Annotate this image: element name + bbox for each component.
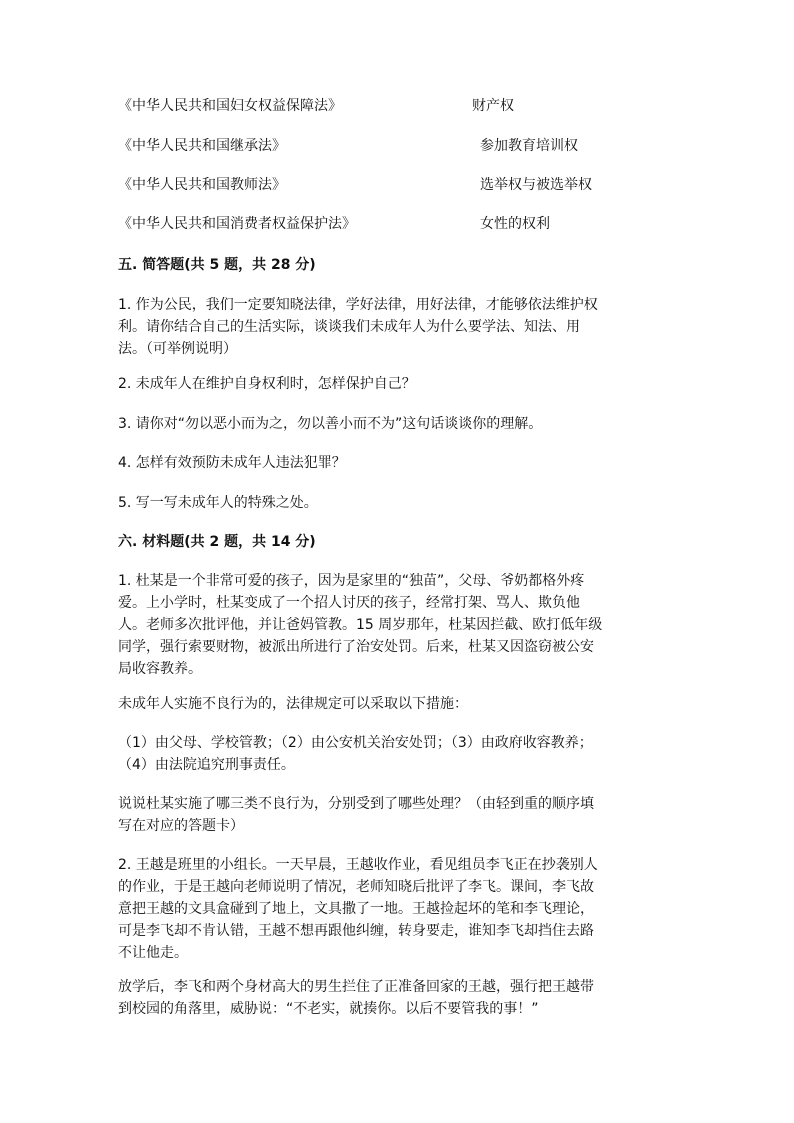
matching-row xyxy=(118,96,678,116)
right-item: 选举权与被选举权 xyxy=(480,177,592,193)
text-line: 局收容教养。 xyxy=(118,661,202,677)
law-name: 《中华人民共和国妇女权益保障法》 xyxy=(118,98,342,114)
text-line: 说说杜某实施了哪三类不良行为，分别受到了哪些处理？（由轻到重的顺序填 xyxy=(118,796,594,812)
right-item: 参加教育培训权 xyxy=(480,138,578,154)
right-item: 财产权 xyxy=(472,98,514,114)
text-line: 人。老师多次批评他，并让爸妈管教。15 周岁那年，杜某因拦截、欧打低年级 xyxy=(118,617,603,633)
section-heading-5: 五. 简答题(共 5 题，共 28 分) xyxy=(118,257,316,273)
question-1 xyxy=(118,294,678,360)
material-2 xyxy=(118,854,678,964)
law-name: 《中华人民共和国教师法》 xyxy=(118,177,286,193)
question-2 xyxy=(118,373,678,395)
matching-row xyxy=(118,214,678,234)
material-1-intro xyxy=(118,693,678,715)
text-line: 放学后，李飞和两个身材高大的男生拦住了正准备回家的王越，强行把王越带 xyxy=(118,979,594,995)
text-line: 意把王越的文具盒碰到了地上，文具撒了一地。王越捡起坏的笔和李飞理论， xyxy=(118,901,594,917)
law-name: 《中华人民共和国继承法》 xyxy=(118,138,286,154)
question-4 xyxy=(118,452,678,474)
text-line: 1. 作为公民，我们一定要知晓法律，学好法律，用好法律，才能够依法维护权 xyxy=(118,297,598,313)
text-line: 到校园的角落里，威胁说：“不老实，就揍你。以后不要管我的事！” xyxy=(118,1001,539,1017)
section-heading-6: 六. 材料题(共 2 题，共 14 分) xyxy=(118,534,316,550)
question-5 xyxy=(118,492,678,514)
text-line: 5. 写一写未成年人的特殊之处。 xyxy=(118,495,318,511)
material-2-continued xyxy=(118,976,678,1020)
text-line: 的作业，于是王越向老师说明了情况，老师知晓后批评了李飞。课间，李飞故 xyxy=(118,879,594,895)
text-line: 4. 怎样有效预防未成年人违法犯罪？ xyxy=(118,455,346,471)
question-3 xyxy=(118,413,678,435)
text-line: 写在对应的答题卡） xyxy=(118,818,244,834)
text-line: （1）由父母、学校管教；（2）由公安机关治安处罚；（3）由政府收容教养； xyxy=(118,735,593,751)
text-line: 同学，强行索要财物，被派出所进行了治安处罚。后来，杜某又因盗窃被公安 xyxy=(118,639,594,655)
matching-row xyxy=(118,175,678,195)
text-line: 3. 请你对“勿以恶小而为之，勿以善小而不为”这句话谈谈你的理解。 xyxy=(118,416,543,432)
matching-row xyxy=(118,136,678,156)
text-line: 法。（可举例说明） xyxy=(118,341,237,357)
text-line: 2. 未成年人在维护自身权利时，怎样保护自己？ xyxy=(118,376,416,392)
text-line: 可是李飞却不肯认错，王越不想再跟他纠缠，转身要走，谁知李飞却挡住去路 xyxy=(118,923,594,939)
text-line: 1. 杜某是一个非常可爱的孩子，因为是家里的“独苗”，父母、爷奶都格外疼 xyxy=(118,573,585,589)
text-line: 2. 王越是班里的小组长。一天早晨，王越收作业，看见组员李飞正在抄袭别人 xyxy=(118,857,598,873)
text-line: 不让他走。 xyxy=(118,945,188,961)
material-1-question xyxy=(118,793,678,837)
text-line: 爱。上小学时，杜某变成了一个招人讨厌的孩子，经常打架、骂人、欺负他 xyxy=(118,595,580,611)
law-name: 《中华人民共和国消费者权益保护法》 xyxy=(118,216,356,232)
text-line: 未成年人实施不良行为的，法律规定可以采取以下措施： xyxy=(118,696,468,712)
text-line: （4）由法院追究刑事责任。 xyxy=(118,757,295,773)
material-1 xyxy=(118,570,678,680)
right-item: 女性的权利 xyxy=(480,216,550,232)
text-line: 利。请你结合自己的生活实际，谈谈我们未成年人为什么要学法、知法、用 xyxy=(118,319,580,335)
material-1-measures xyxy=(118,732,678,776)
